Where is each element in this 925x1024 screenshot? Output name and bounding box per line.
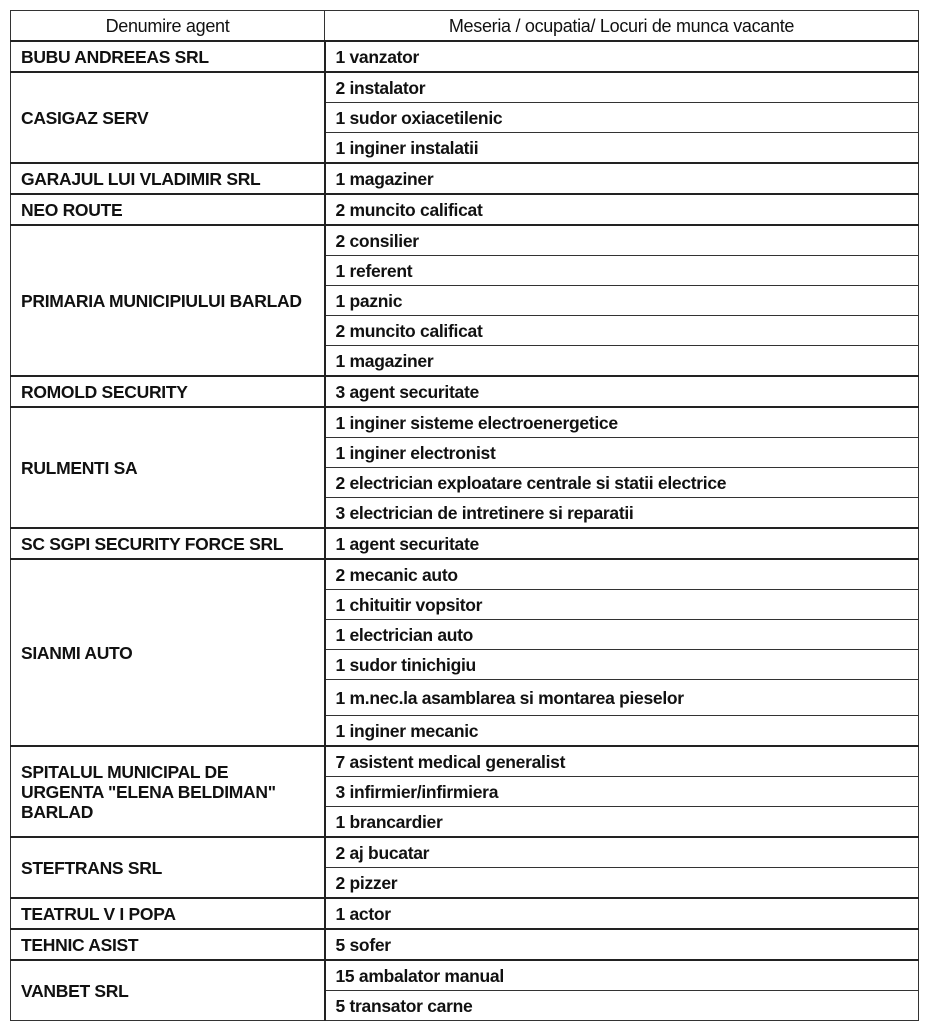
job-cell: 1 sudor oxiacetilenic	[325, 103, 919, 133]
job-cell: 2 consilier	[325, 225, 919, 256]
job-cell: 1 chituitir vopsitor	[325, 590, 919, 620]
table-row	[11, 960, 919, 991]
job-cell: 2 pizzer	[325, 868, 919, 899]
job-cell: 2 instalator	[325, 72, 919, 103]
job-cell: 1 magaziner	[325, 346, 919, 377]
table-row	[11, 837, 919, 868]
job-cell: 5 sofer	[325, 929, 919, 960]
agent-name-cell: BUBU ANDREEAS SRL	[11, 41, 325, 72]
job-cell: 1 magaziner	[325, 163, 919, 194]
job-cell: 15 ambalator manual	[325, 960, 919, 991]
job-cell: 1 vanzator	[325, 41, 919, 72]
table-row	[11, 194, 919, 225]
header-agent: Denumire agent	[11, 11, 325, 42]
agent-name-cell: SIANMI AUTO	[11, 559, 325, 746]
job-cell: 1 inginer electronist	[325, 438, 919, 468]
table-row	[11, 163, 919, 194]
job-cell: 1 paznic	[325, 286, 919, 316]
header-row	[11, 11, 919, 42]
job-cell: 2 muncito calificat	[325, 194, 919, 225]
agent-name-cell: TEHNIC ASIST	[11, 929, 325, 960]
table-row	[11, 407, 919, 438]
job-cell: 5 transator carne	[325, 991, 919, 1021]
table-row	[11, 72, 919, 103]
table-row	[11, 528, 919, 559]
job-cell: 3 agent securitate	[325, 376, 919, 407]
job-cell: 1 electrician auto	[325, 620, 919, 650]
job-cell: 3 electrician de intretinere si reparatii	[325, 498, 919, 529]
job-cell: 2 electrician exploatare centrale si statii electrice	[325, 468, 919, 498]
job-cell: 1 agent securitate	[325, 528, 919, 559]
job-cell: 7 asistent medical generalist	[325, 746, 919, 777]
agent-name-cell: VANBET SRL	[11, 960, 325, 1021]
agent-name-cell: SPITALUL MUNICIPAL DE URGENTA "ELENA BELDIMAN" BARLAD	[11, 746, 325, 837]
agent-name-cell: CASIGAZ SERV	[11, 72, 325, 163]
job-cell: 1 actor	[325, 898, 919, 929]
vacancies-table	[10, 10, 919, 1021]
job-cell: 1 sudor tinichigiu	[325, 650, 919, 680]
job-cell: 1 inginer instalatii	[325, 133, 919, 164]
table-row	[11, 225, 919, 256]
job-cell: 1 m.nec.la asamblarea si montarea pieselor	[325, 680, 919, 716]
header-jobs: Meseria / ocupatia/ Locuri de munca vacante	[325, 11, 919, 42]
table-row	[11, 746, 919, 777]
job-cell: 1 inginer mecanic	[325, 716, 919, 747]
job-cell: 3 infirmier/infirmiera	[325, 777, 919, 807]
agent-name-cell: TEATRUL V I POPA	[11, 898, 325, 929]
table-row	[11, 41, 919, 72]
table-row	[11, 898, 919, 929]
table-row	[11, 376, 919, 407]
agent-name-cell: GARAJUL LUI VLADIMIR SRL	[11, 163, 325, 194]
job-cell: 1 referent	[325, 256, 919, 286]
agent-name-cell: SC SGPI SECURITY FORCE SRL	[11, 528, 325, 559]
agent-name-cell: STEFTRANS SRL	[11, 837, 325, 898]
job-cell: 1 inginer sisteme electroenergetice	[325, 407, 919, 438]
job-cell: 2 aj bucatar	[325, 837, 919, 868]
agent-name-cell: NEO ROUTE	[11, 194, 325, 225]
job-cell: 2 mecanic auto	[325, 559, 919, 590]
table-body	[11, 41, 919, 1021]
agent-name-cell: ROMOLD SECURITY	[11, 376, 325, 407]
table-row	[11, 929, 919, 960]
job-cell: 2 muncito calificat	[325, 316, 919, 346]
table-row	[11, 559, 919, 590]
job-cell: 1 brancardier	[325, 807, 919, 838]
agent-name-cell: PRIMARIA MUNICIPIULUI BARLAD	[11, 225, 325, 376]
agent-name-cell: RULMENTI SA	[11, 407, 325, 528]
